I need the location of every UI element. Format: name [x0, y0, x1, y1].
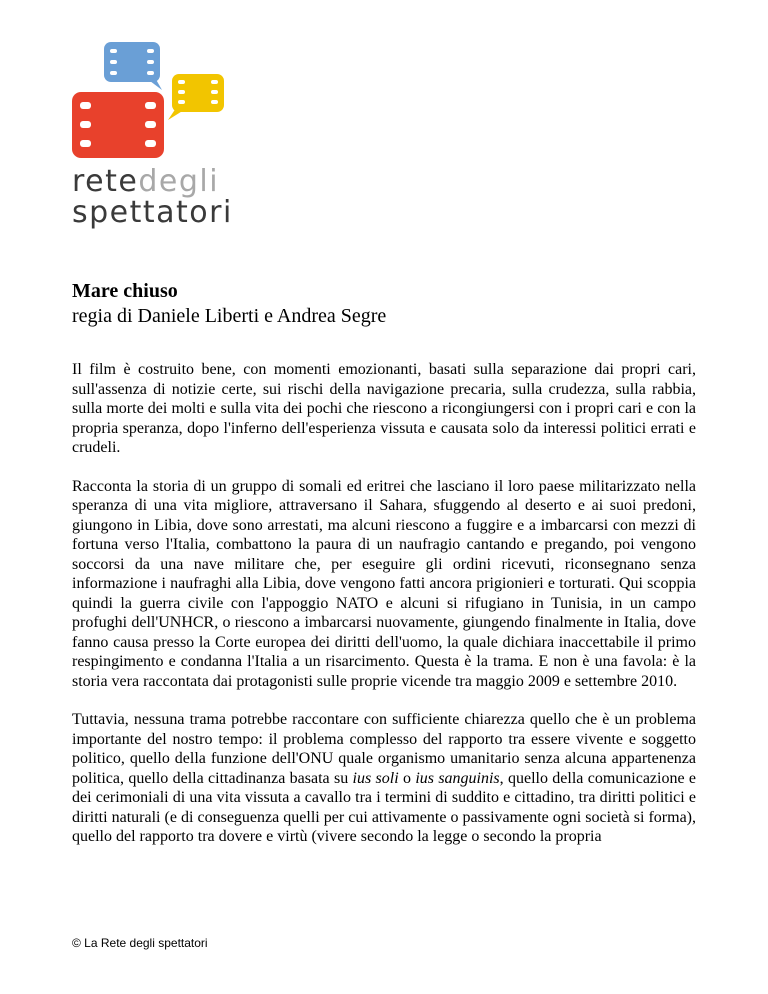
red-film-frame-icon: [72, 92, 164, 158]
paragraph-1: Il film è costruito bene, con momenti emozionanti, basati sulla separazione dai propri cari, sull'assenza di notizie certe, sui rischi della navigazione precaria, sulla crudezza, sulla rabbia, sulla morte dei molti e sulla vita dei pochi che riescono a ricongiungersi con i propri cari e con la propria speranza, dopo l'inferno dell'esperienza vissuta e causata solo da interessi politici errati e crudeli.: [72, 361, 696, 456]
italic-ius-soli: ius soli: [352, 769, 399, 787]
logo-word-rete: rete: [72, 164, 139, 199]
paragraph-2: Racconta la storia di un gruppo di somali ed eritrei che lasciano il loro paese militarizzato nella speranza di una vita migliore, attraversano il Sahara, sfuggendo al deserto e ai suoi predoni, giungono in Libia, dove sono arrestati, ma alcuni riescono a fuggire e a imbarcarsi con mezzi di fortuna verso l'Italia, combattono la paura di un naufragio cantando e pregando, poi vengono soccorsi da una nave militare che, per eseguire gli ordini ricevuti, riconsegnano senza informazione i naufraghi alla Libia, dove vengono fatti ancora prigionieri e torturati. Qui scoppia quindi la guerra civile con l'appoggio NATO e alcuni si rifugiano in Tunisia, in un campo profughi dell'UNHCR, o riescono a imbarcarsi nuovamente, giungendo finalmente in Italia, dove fanno causa presso la Corte europea dei diritti dell'uomo, la quale dichiara inaccettabile il primo respingimento e condanna l'Italia a un risarcimento. Questa è la trama. E non è una favola: è la storia vera raccontata dai protagonisti sulle proprie vicende tra maggio 2009 e settembre 2010.: [72, 477, 696, 690]
logo-word-spettatori: spettatori: [72, 195, 233, 230]
article-title: Mare chiuso: [72, 280, 178, 302]
article-subtitle: regia di Daniele Liberti e Andrea Segre: [72, 305, 387, 327]
yellow-film-frame-icon: [168, 74, 224, 120]
footer-copyright: © La Rete degli spettatori: [72, 936, 208, 950]
logo-word-degli: degli: [138, 164, 220, 199]
logo-wordmark: [72, 164, 233, 230]
paragraph-3: [72, 710, 696, 847]
blue-film-frame-icon: [104, 42, 162, 90]
italic-ius-sanguinis: ius sanguinis: [415, 769, 500, 787]
film-frames-logo-icon: [72, 38, 232, 168]
paragraph-3-part-c: , quello della comunicazione e dei cerimoniali di una vita vissuta a cavallo tra i termini di suddito e cittadino, tra diritti politici e diritti naturali (e di conseguenza quelli per cui attivamente o passivamente ogni società si forma), quello del rapporto tra dovere e virtù (vivere secondo la legge o secondo la propria: [72, 769, 696, 845]
paragraph-3-part-a: Tuttavia, nessuna trama potrebbe raccontare con sufficiente chiarezza quello che è un problema importante del nostro tempo: il problema complesso del rapporto tra essere vivente e soggetto politico, quello della funzione dell'ONU quale organismo umanitario senza alcuna appartenenza politica, quello della cittadinanza basata su: [72, 711, 696, 787]
paragraph-3-part-b: o: [398, 769, 416, 787]
article-body: [72, 360, 696, 866]
